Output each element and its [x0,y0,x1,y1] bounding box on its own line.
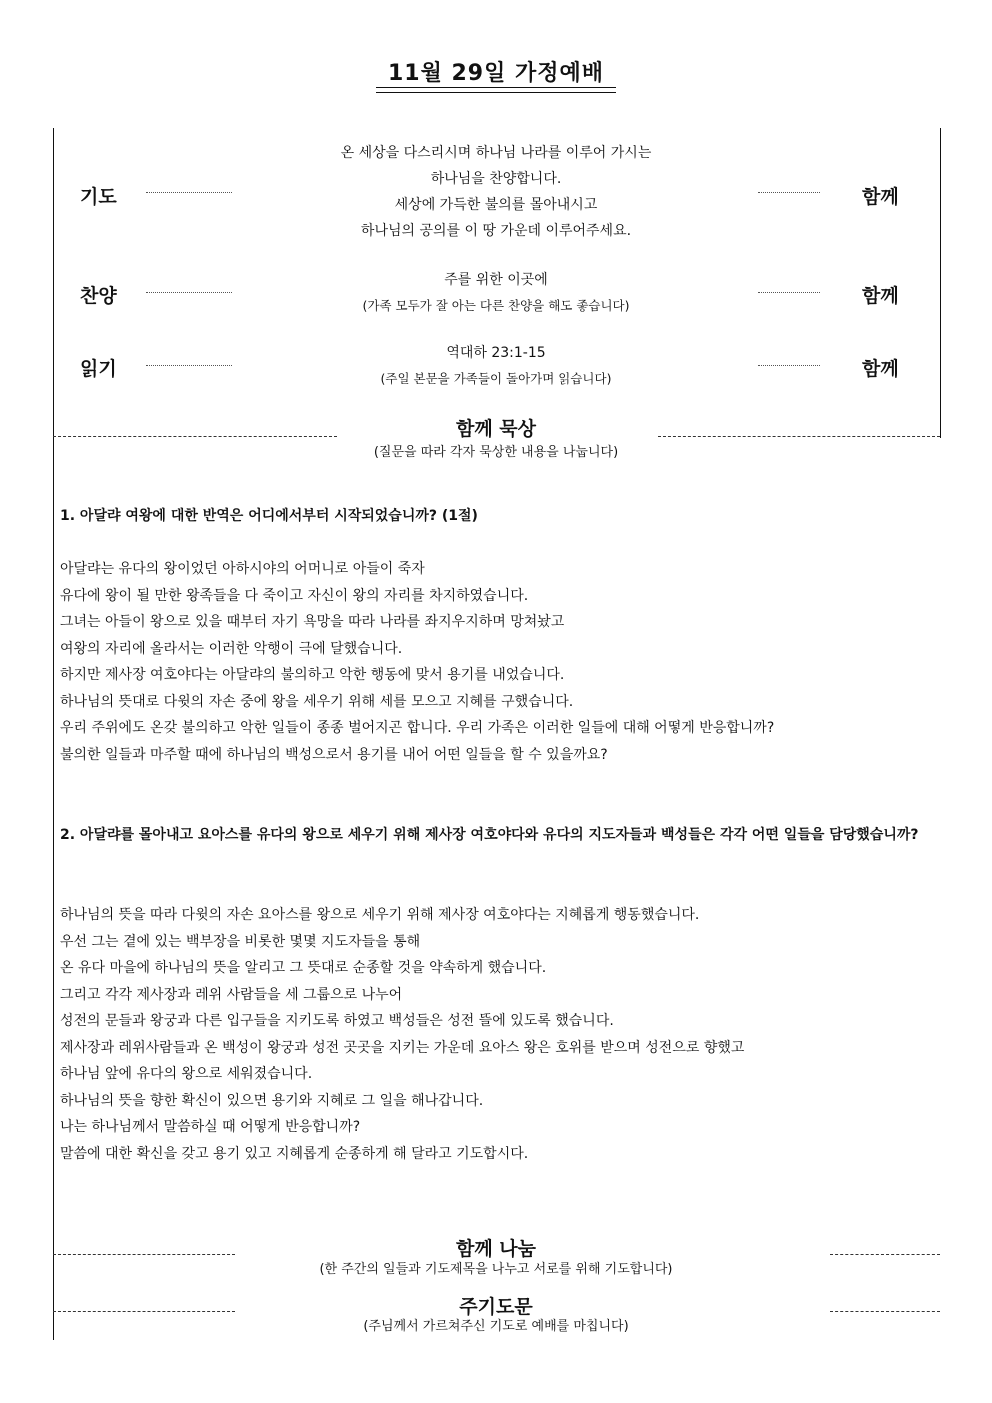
answer-2 [60,902,940,1167]
answer-line: 하나님 앞에 유다의 왕으로 세워졌습니다. [60,1066,313,1082]
meditation-title: 함께 묵상 [455,418,537,440]
praise-dots-right [758,292,820,293]
sharing-title: 함께 나눔 [455,1238,537,1260]
prayer-line: 온 세상을 다스리시며 하나님 나라를 이루어 가시는 [340,145,652,161]
answer-line: 제사장과 레위사람들과 온 백성이 왕궁과 성전 곳곳을 지키는 가운데 요아스 왕은 호위를 받으며 성전으로 향했고 [60,1039,745,1056]
answer-1 [60,556,940,768]
prayer-line: 세상에 가득한 불의를 몰아내시고 [394,197,598,213]
reading-label: 읽기 [80,358,117,380]
prayer-text [0,140,992,244]
answer-line: 온 유다 마을에 하나님의 뜻을 알리고 그 뜻대로 순종할 것을 약속하게 했습니다. [60,960,547,976]
answer-line: 우리 주위에도 온갖 불의하고 악한 일들이 종종 벌어지곤 합니다. 우리 가족은 이러한 일들에 대해 어떻게 반응합니까? [60,720,775,736]
answer-line: 아달랴는 유다의 왕이었던 아하시야의 어머니로 아들이 죽자 [60,561,425,577]
sharing-subtitle: (한 주간의 일들과 기도제목을 나누고 서로를 위해 기도합니다) [319,1262,673,1277]
page-title: 11월 29일 가정예배 [387,61,605,86]
praise-label: 찬양 [80,285,117,307]
praise-song: 주를 위한 이곳에 [444,272,548,288]
praise-who: 함께 [862,285,899,307]
prayer-label: 기도 [80,186,117,208]
prayer-line: 하나님을 찬양합니다. [430,171,562,187]
reading-who: 함께 [862,358,899,380]
praise-note: (가족 모두가 잘 아는 다른 찬양을 해도 좋습니다) [362,298,630,313]
meditation-subtitle: (질문을 따라 각자 묵상한 내용을 나눕니다) [373,445,619,460]
answer-line: 하나님의 뜻대로 다윗의 자손 중에 왕을 세우기 위해 세를 모으고 지혜를 구했습니다. [60,693,574,710]
title-underline-top [376,87,616,88]
prayer-line: 하나님의 공의를 이 땅 가운데 이루어주세요. [360,223,632,239]
question-1: 1. 아달랴 여왕에 대한 반역은 어디에서부터 시작되었습니까? (1절) [60,508,478,524]
answer-line: 우선 그는 곁에 있는 백부장을 비롯한 몇몇 지도자들을 통해 [60,933,421,950]
reading-note: (주일 본문을 가족들이 돌아가며 읽습니다) [380,371,612,386]
answer-line: 그리고 각각 제사장과 레위 사람들을 세 그룹으로 나누어 [60,986,403,1003]
answer-line: 하지만 제사장 여호야다는 아달랴의 불의하고 악한 행동에 맞서 용기를 내었습니다. [60,667,565,683]
answer-line: 말씀에 대한 확신을 갖고 용기 있고 지혜롭게 순종하게 해 달라고 기도합시다. [60,1145,529,1162]
answer-line: 나는 하나님께서 말씀하실 때 어떻게 반응합니까? [60,1119,361,1135]
answer-line: 유다에 왕이 될 만한 왕족들을 다 죽이고 자신이 왕의 자리를 차지하였습니다. [60,587,529,604]
lords-prayer-subtitle: (주님께서 가르쳐주신 기도로 예배를 마칩니다) [363,1319,629,1334]
reading-passage: 역대하 23:1-15 [446,345,546,361]
praise-text [0,267,992,319]
lords-prayer-title: 주기도문 [459,1296,533,1318]
answer-line: 불의한 일들과 마주할 때에 하나님의 백성으로서 용기를 내어 어떤 일들을 할 수 있을까요? [60,746,608,763]
prayer-dots-right [758,192,820,193]
prayer-who: 함께 [862,186,899,208]
question-2: 2. 아달랴를 몰아내고 요아스를 유다의 왕으로 세우기 위해 제사장 여호야다와 유다의 지도자들과 백성들은 각각 어떤 일들을 담당했습니까? [60,827,919,843]
answer-line: 여왕의 자리에 올라서는 이러한 악행이 극에 달했습니다. [60,640,403,657]
reading-text [0,340,992,392]
answer-line: 하나님의 뜻을 향한 확신이 있으면 용기와 지혜로 그 일을 해나갑니다. [60,1092,484,1109]
answer-line: 그녀는 아들이 왕으로 있을 때부터 자기 욕망을 따라 나라를 좌지우지하며 망쳐놨고 [60,614,565,630]
reading-dots-right [758,365,820,366]
title-underline-bottom [376,92,616,93]
answer-line: 성전의 문들과 왕궁과 다른 입구들을 지키도록 하였고 백성들은 성전 뜰에 있도록 했습니다. [60,1013,614,1029]
answer-line: 하나님의 뜻을 따라 다윗의 자손 요아스를 왕으로 세우기 위해 제사장 여호야다는 지혜롭게 행동했습니다. [60,907,700,923]
